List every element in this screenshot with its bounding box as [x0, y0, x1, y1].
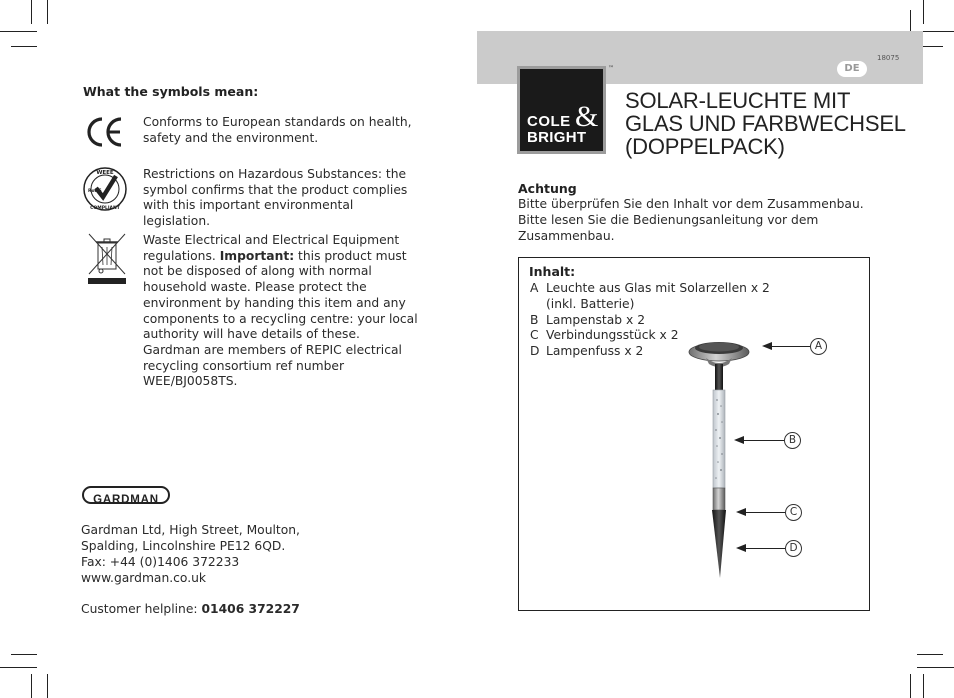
product-code: 18075 — [877, 54, 900, 62]
crop-mark — [917, 667, 954, 668]
gardman-logo — [82, 486, 170, 504]
crop-mark — [47, 674, 48, 698]
item-text: Verbindungsstück x 2 — [546, 328, 679, 342]
ce-mark-icon — [83, 116, 125, 148]
title-line: SOLAR-LEUCHTE MIT — [625, 88, 851, 113]
helpline-label: Customer helpline: — [81, 602, 202, 616]
item-text: (inkl. Batterie) — [546, 297, 635, 311]
address-line: Fax: +44 (0)1406 372233 — [81, 555, 240, 569]
item-text: Leuchte aus Glas mit Solarzellen x 2 — [546, 281, 770, 295]
list-item — [530, 281, 770, 295]
crop-mark — [31, 0, 32, 24]
weee-important-label: Important: — [219, 248, 295, 263]
title-line: (DOPPELPACK) — [625, 134, 785, 159]
crop-mark — [11, 654, 37, 655]
crop-mark — [917, 654, 943, 655]
customer-helpline — [81, 602, 300, 616]
crop-mark — [910, 674, 911, 698]
arrow-a-line — [768, 346, 810, 347]
ce-description: Conforms to European standards on health, safety and the environment. — [143, 115, 412, 145]
svg-text:RoHS: RoHS — [88, 189, 102, 194]
item-key: A — [530, 281, 539, 295]
crop-mark — [0, 667, 37, 668]
crop-mark — [31, 674, 32, 698]
logo-background — [520, 69, 603, 151]
crop-mark — [47, 0, 48, 24]
address-line: Spalding, Lincolnshire PE12 6QD. — [81, 539, 286, 553]
helpline-number: 01406 372227 — [201, 602, 300, 616]
website-link[interactable]: www.gardman.co.uk — [81, 571, 207, 585]
achtung-heading: Achtung — [518, 181, 577, 196]
arrow-c-line — [742, 512, 785, 513]
product-title — [625, 89, 906, 158]
logo-bright: BRIGHT — [527, 129, 587, 146]
callout-b: B — [784, 432, 801, 449]
svg-text:WEEE: WEEE — [96, 170, 114, 176]
list-item — [530, 313, 645, 327]
symbols-heading: What the symbols mean: — [83, 84, 259, 99]
list-item — [530, 328, 679, 342]
inhalt-heading: Inhalt: — [529, 264, 576, 279]
crop-mark — [910, 10, 911, 32]
rohs-compliant-icon — [82, 166, 128, 212]
item-text: Lampenstab x 2 — [546, 313, 646, 327]
language-badge: DE — [837, 61, 867, 77]
trademark-symbol: ™ — [608, 65, 614, 72]
cole-bright-logo — [517, 66, 606, 154]
item-text: Lampenfuss x 2 — [546, 344, 644, 358]
crop-mark — [0, 31, 37, 32]
svg-text:COMPLIANT: COMPLIANT — [90, 206, 120, 211]
logo-cole: COLE — [527, 113, 571, 130]
crop-mark — [923, 0, 924, 24]
weee-text-after: this product must not be disposed of along with normal household waste. Please protect the environment by handing this item and any components to a recycling centre: your local authority will have details of these. Gardman are members of REPIC electrical recycling consortium ref number WEE/BJ0058TS. — [143, 248, 418, 389]
arrow-b-line — [740, 440, 784, 441]
item-key: D — [530, 344, 540, 358]
achtung-text: Bitte überprüfen Sie den Inhalt vor dem Zusammenbau. Bitte lesen Sie die Bedienungsanleitung vor dem Zusammenbau. — [518, 197, 864, 243]
rohs-description: Restrictions on Hazardous Substances: the symbol confirms that the product complies with this important environmental legislation. — [143, 167, 408, 229]
item-key: B — [530, 313, 539, 327]
arrow-d-line — [742, 548, 785, 549]
title-line: GLAS UND FARBWECHSEL — [625, 111, 906, 136]
weee-crossed-bin-icon — [86, 232, 128, 286]
gardman-logo-text: GARDMAN — [93, 494, 159, 506]
callout-c: C — [785, 504, 802, 521]
weee-text-before: Waste Electrical and Electrical Equipment regulations. — [143, 233, 400, 263]
list-item — [530, 297, 634, 311]
item-key: C — [530, 328, 539, 342]
crop-mark — [11, 46, 37, 47]
weee-description — [143, 233, 418, 390]
callout-d: D — [785, 540, 802, 557]
crop-mark — [923, 674, 924, 698]
callout-a: A — [810, 338, 827, 355]
list-item — [530, 344, 643, 358]
logo-ampersand: & — [575, 100, 599, 133]
address-line: Gardman Ltd, High Street, Moulton, — [81, 523, 300, 537]
